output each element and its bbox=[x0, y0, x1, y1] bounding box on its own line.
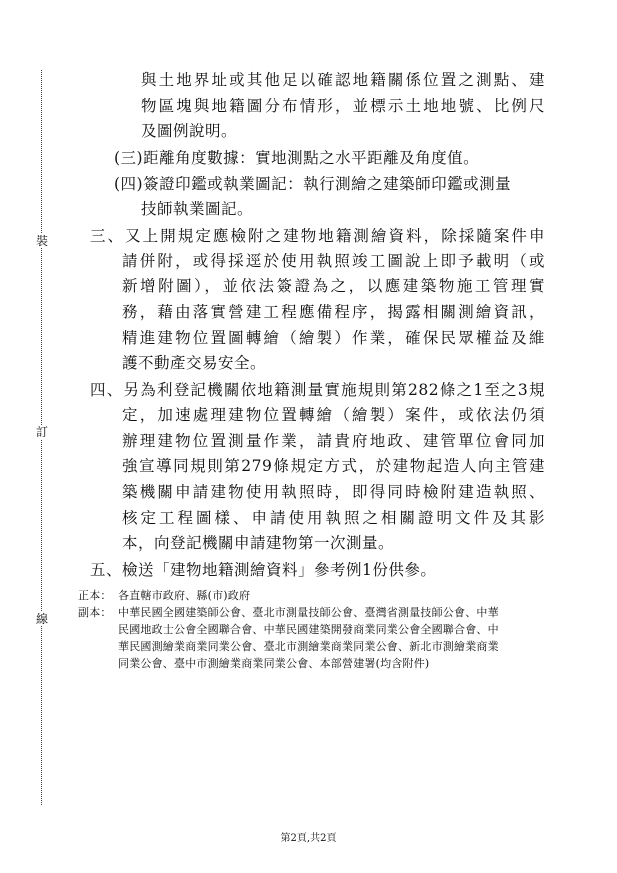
body-line: 三、又上開規定應檢附之建物地籍測繪資料，除採隨案件申 bbox=[90, 227, 545, 245]
copy-recipient-line: 中華民國全國建築師公會、臺北市測量技師公會、臺灣省測量技師公會、中華 bbox=[118, 606, 499, 619]
body-line: 技師執業圖記。 bbox=[141, 200, 254, 218]
body-line: 本，向登記機關申請建物第一次測量。 bbox=[122, 534, 395, 552]
main-recipient-label: 正本： bbox=[78, 589, 112, 602]
body-line: 請併附，或得採逕於使用執照竣工圖說上即予載明（或 bbox=[122, 252, 545, 270]
body-line: 四、另為利登記機關依地籍測量實施規則第282條之1至之3規 bbox=[90, 381, 545, 399]
body-line: 務，藉由落實營建工程應備程序，揭露相關測繪資訊， bbox=[122, 303, 545, 321]
binding-mark-zhuang: 裝 bbox=[32, 234, 52, 248]
body-line: 精進建物位置圖轉繪（繪製）作業，確保民眾權益及維 bbox=[122, 329, 545, 347]
body-line: 辦理建物位置測量作業，請貴府地政、建管單位會同加 bbox=[122, 432, 545, 450]
body-line: 與土地界址或其他足以確認地籍關係位置之測點、建 bbox=[141, 71, 545, 89]
body-line: (三)距離角度數據：實地測點之水平距離及角度值。 bbox=[114, 149, 480, 167]
body-line: (四)簽證印鑑或執業圖記：執行測繪之建築師印鑑或測量 bbox=[114, 175, 512, 193]
body-line: 核定工程圖樣、申請使用執照之相關證明文件及其影 bbox=[122, 509, 545, 527]
binding-mark-xian: 線 bbox=[32, 612, 52, 626]
copy-recipient-line: 同業公會、臺中市測繪業商業同業公會、本部營建署(均含附件) bbox=[118, 657, 430, 670]
body-line: 定，加速處理建物位置轉繪（繪製）案件，或依法仍須 bbox=[122, 406, 545, 424]
main-recipient-value: 各直轄市政府、縣(市)政府 bbox=[118, 589, 251, 602]
body-line: 及圖例說明。 bbox=[141, 122, 238, 140]
copy-recipient-line: 民國地政士公會全國聯合會、中華民國建築開發商業同業公會全國聯合會、中 bbox=[118, 623, 499, 636]
body-line: 強宣導同規則第279條規定方式，於建物起造人向主管建 bbox=[122, 457, 545, 475]
body-line: 物區塊與地籍圖分布情形，並標示土地地號、比例尺 bbox=[141, 97, 545, 115]
copy-recipient-line: 華民國測繪業商業同業公會、臺北市測繪業商業同業公會、新北市測繪業商業 bbox=[118, 640, 499, 653]
binding-mark-ding: 訂 bbox=[32, 425, 52, 439]
body-line: 築機關申請建物使用執照時，即得同時檢附建造執照、 bbox=[122, 483, 545, 501]
body-line: 護不動產交易安全。 bbox=[122, 354, 267, 372]
main-recipient bbox=[78, 588, 250, 604]
page-number: 第2頁,共2頁 bbox=[280, 833, 337, 844]
body-line: 新增附圖），並依法簽證為之，以應建築物施工管理實 bbox=[122, 277, 545, 295]
body-line: 五、檢送「建物地籍測繪資料」參考例1份供參。 bbox=[90, 561, 437, 579]
copy-recipient-label: 副本： bbox=[78, 606, 112, 619]
